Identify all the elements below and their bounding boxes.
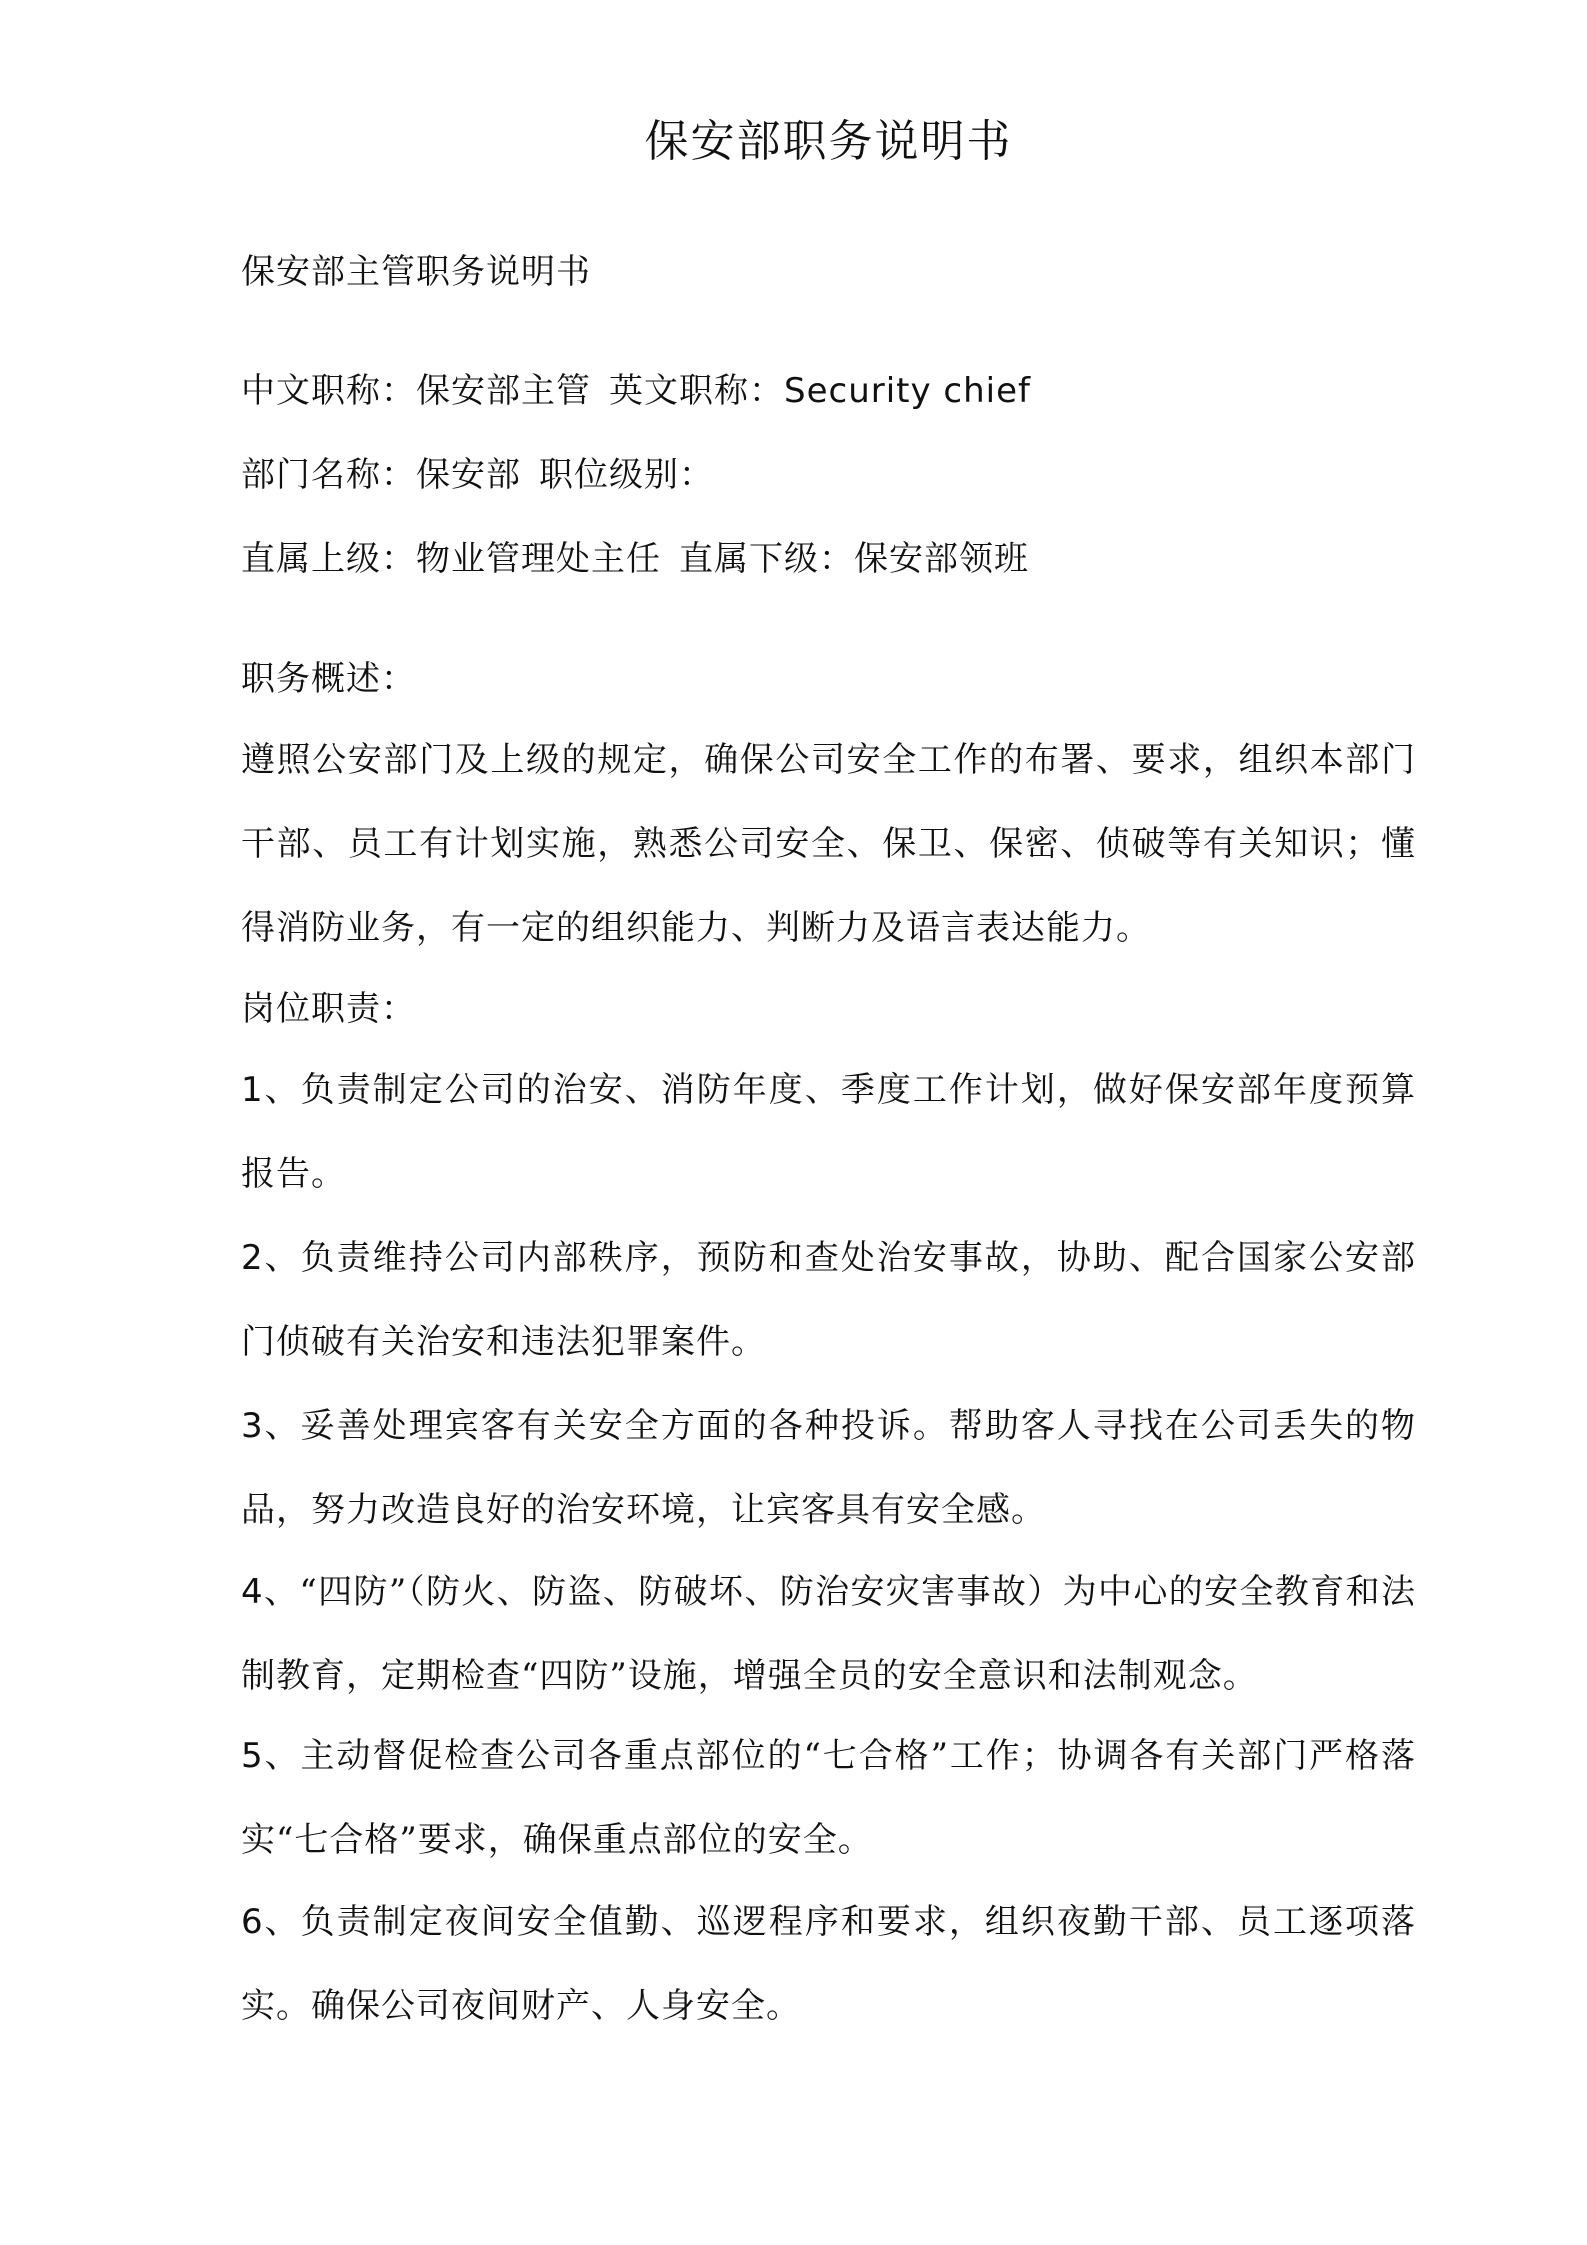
- overview-heading: 职务概述：: [241, 659, 416, 699]
- en-title-value: Security chief: [784, 371, 1032, 411]
- document-title: 保安部职务说明书: [644, 116, 1013, 167]
- duty-item: [241, 1714, 1416, 1882]
- title-info-line: [241, 367, 1031, 415]
- document-subtitle: 保安部主管职务说明书: [241, 252, 591, 292]
- level-label: 职位级别：: [539, 455, 714, 495]
- superior-value: 物业管理处主任: [416, 539, 661, 579]
- duty-number: 3: [241, 1406, 264, 1446]
- duty-number: 4: [241, 1572, 264, 1612]
- duty-text: 、负责制定夜间安全值勤、巡逻程序和要求，组织夜勤干部、员工逐项落实。确保公司夜间财产、人身安全。: [241, 1902, 1416, 2026]
- duty-item: [241, 1880, 1416, 2048]
- duty-item: [241, 1216, 1416, 1384]
- department-info-line: [241, 451, 714, 499]
- duty-number: 6: [241, 1902, 264, 1942]
- duty-item: [241, 1550, 1416, 1718]
- dept-label: 部门名称：: [241, 455, 416, 495]
- duty-text: 、负责制定公司的治安、消防年度、季度工作计划，做好保安部年度预算报告。: [241, 1070, 1416, 1194]
- superior-label: 直属上级：: [241, 539, 416, 579]
- cn-title-value: 保安部主管: [416, 371, 591, 411]
- duty-number: 5: [241, 1736, 264, 1776]
- dept-value: 保安部: [416, 455, 521, 495]
- duty-number: 1: [241, 1070, 264, 1110]
- subordinate-label: 直属下级：: [679, 539, 854, 579]
- duty-text: 、负责维持公司内部秩序，预防和查处治安事故，协助、配合国家公安部门侦破有关治安和违法犯罪案件。: [241, 1238, 1416, 1362]
- subordinate-value: 保安部领班: [854, 539, 1029, 579]
- duty-item: [241, 1384, 1416, 1552]
- duty-number: 2: [241, 1238, 264, 1278]
- duty-text: 、“四防”（防火、防盗、防破坏、防治安灾害事故）为中心的安全教育和法制教育，定期检查“四防”设施，增强全员的安全意识和法制观念。: [241, 1572, 1416, 1696]
- duty-text: 、妥善处理宾客有关安全方面的各种投诉。帮助客人寻找在公司丢失的物品，努力改造良好的治安环境，让宾客具有安全感。: [241, 1406, 1416, 1530]
- reporting-info-line: [241, 535, 1029, 583]
- overview-paragraph: 遵照公安部门及上级的规定，确保公司安全工作的布署、要求，组织本部门干部、员工有计划实施，熟悉公司安全、保卫、保密、侦破等有关知识；懂得消防业务，有一定的组织能力、判断力及语言表达能力。: [241, 740, 1416, 948]
- duty-item: [241, 1048, 1416, 1216]
- cn-title-label: 中文职称：: [241, 371, 416, 411]
- duties-heading: 岗位职责：: [241, 989, 416, 1029]
- en-title-label: 英文职称：: [609, 371, 784, 411]
- duty-text: 、主动督促检查公司各重点部位的“七合格”工作；协调各有关部门严格落实“七合格”要求，确保重点部位的安全。: [241, 1736, 1416, 1860]
